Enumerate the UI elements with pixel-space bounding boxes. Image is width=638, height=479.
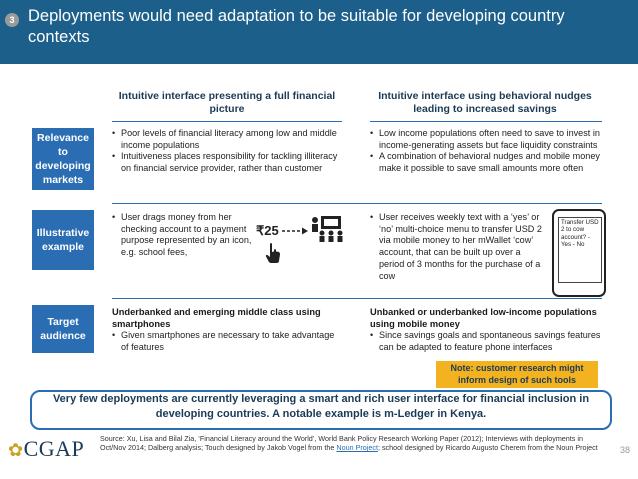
list-item: • Given smartphones are necessary to take advantage of features bbox=[112, 330, 340, 353]
row-label-relevance: Relevance to developing markets bbox=[32, 128, 94, 190]
source-note bbox=[100, 434, 600, 453]
divider bbox=[112, 121, 342, 122]
example-right-list bbox=[370, 212, 548, 282]
relevance-right-list bbox=[370, 128, 602, 175]
list-item: • Poor levels of financial literacy among low and middle income populations bbox=[112, 128, 338, 151]
page-number: 38 bbox=[619, 445, 630, 455]
row-label-example: Illustrative example bbox=[32, 210, 94, 270]
note-box: Note: customer research might inform design of such tools bbox=[436, 361, 598, 388]
list-item: • Low income populations often need to save to invest in income-generating assets but face liquidity constraints bbox=[370, 128, 602, 151]
logo-text: CGAP bbox=[23, 436, 85, 461]
phone-icon bbox=[552, 209, 606, 297]
audience-left-title: Underbanked and emerging middle class using smartphones bbox=[112, 307, 321, 329]
audience-right-title: Unbanked or underbanked low-income populations using mobile money bbox=[370, 307, 597, 329]
slide-number-badge: 3 bbox=[5, 13, 19, 27]
column-heading-right: Intuitive interface using behavioral nudges leading to increased savings bbox=[378, 90, 592, 115]
source-text-end: ; school designed by Ricardo Augusto Cherem from the Noun Project bbox=[377, 443, 598, 453]
divider bbox=[112, 298, 602, 299]
row-label-audience: Target audience bbox=[32, 305, 94, 353]
list-item: • A combination of behavioral nudges and mobile money make it possible to save small amounts more often bbox=[370, 151, 602, 174]
dashed-arrow-icon bbox=[281, 226, 309, 236]
rupee-amount: ₹25 bbox=[256, 223, 279, 238]
sms-message: Transfer USD 2 to cow account? - Yes - No bbox=[561, 219, 599, 249]
example-left-list bbox=[112, 212, 258, 259]
column-heading-left: Intuitive interface presenting a full financial picture bbox=[118, 90, 336, 115]
key-message-callout: Very few deployments are currently leveraging a smart and rich user interface for financial inclusion in developing countries. A notable example is m-Ledger in Kenya. bbox=[30, 390, 612, 430]
audience-left-list bbox=[112, 330, 340, 353]
cgap-logo bbox=[8, 436, 84, 462]
divider bbox=[370, 121, 602, 122]
list-item: • User receives weekly text with a ‘yes’ or ‘no’ multi-choice menu to transfer USD 2 via mobile money to her mWallet ‘cow’ account, that can be built up over a period of 3 months for the purchase of a cow bbox=[370, 212, 548, 282]
slide-title: Deployments would need adaptation to be suitable for developing country contexts bbox=[28, 7, 565, 46]
list-item: • Intuitiveness places responsibility for tackling illiteracy on financial service provider, rather than customer bbox=[112, 151, 338, 174]
relevance-left-list bbox=[112, 128, 338, 175]
school-icon bbox=[309, 214, 343, 242]
list-item: • User drags money from her checking account to a payment purpose represented by an icon, e.g. school fees, bbox=[112, 212, 258, 259]
logo-mark-icon: ✿ bbox=[8, 440, 24, 460]
touch-hand-icon bbox=[265, 242, 281, 264]
divider bbox=[112, 203, 602, 204]
list-item: • Since savings goals and spontaneous savings features can be adapted to feature phone interfaces bbox=[370, 330, 604, 353]
audience-right-list bbox=[370, 330, 604, 353]
source-text: Source: Xu, Lisa and Bilal Zia, ‘Financial Literacy around the World’, World Bank Policy Research Working Paper (2012); Interviews with deployments in Oct/Nov 2014; Dalberg analysis; Touch designed by Jakob Vogel from the bbox=[100, 434, 583, 453]
noun-project-link[interactable]: Noun Project bbox=[336, 443, 378, 453]
phone-screen bbox=[558, 217, 602, 283]
